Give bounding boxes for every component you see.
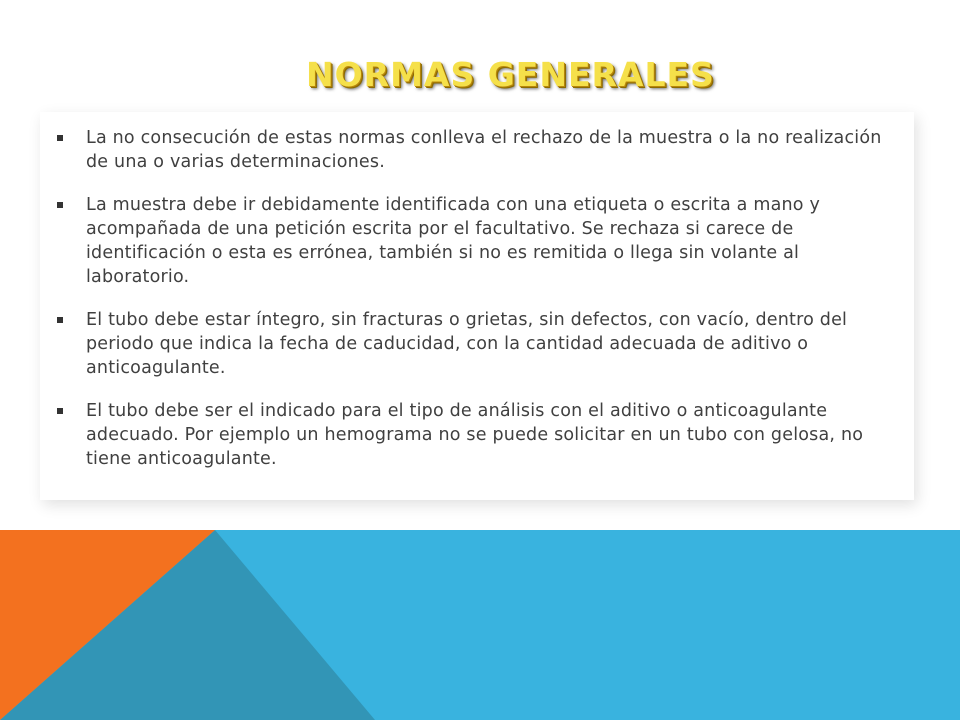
list-item [86, 308, 894, 380]
square-bullet-icon [57, 202, 63, 208]
bullet-list [40, 112, 914, 471]
bullet-text: La no consecución de estas normas conlleva el rechazo de la muestra o la no realización de una o varias determinaciones. [86, 128, 882, 172]
bullet-text: La muestra debe ir debidamente identificada con una etiqueta o escrita a mano y acompañada de una petición escrita por el facultativo. Se rechaza si carece de identificación o esta es errónea, también si no es remitida o llega sin volante al laboratorio. [86, 195, 821, 287]
list-item [86, 126, 894, 174]
list-item [86, 193, 894, 289]
bullet-text: El tubo debe ser el indicado para el tipo de análisis con el aditivo o anticoagulante adecuado. Por ejemplo un hemograma no se puede solicitar en un tubo con gelosa, no tiene anticoagulante. [86, 401, 864, 469]
bullet-text: El tubo debe estar íntegro, sin fracturas o grietas, sin defectos, con vacío, dentro del periodo que indica la fecha de caducidad, con la cantidad adecuada de aditivo o anticoagulante. [86, 310, 848, 378]
content-box [40, 112, 914, 500]
list-item [86, 399, 894, 471]
decorative-band [0, 530, 960, 720]
square-bullet-icon [57, 408, 63, 414]
slide-title: NORMAS GENERALES [306, 55, 715, 94]
square-bullet-icon [57, 135, 63, 141]
square-bullet-icon [57, 317, 63, 323]
